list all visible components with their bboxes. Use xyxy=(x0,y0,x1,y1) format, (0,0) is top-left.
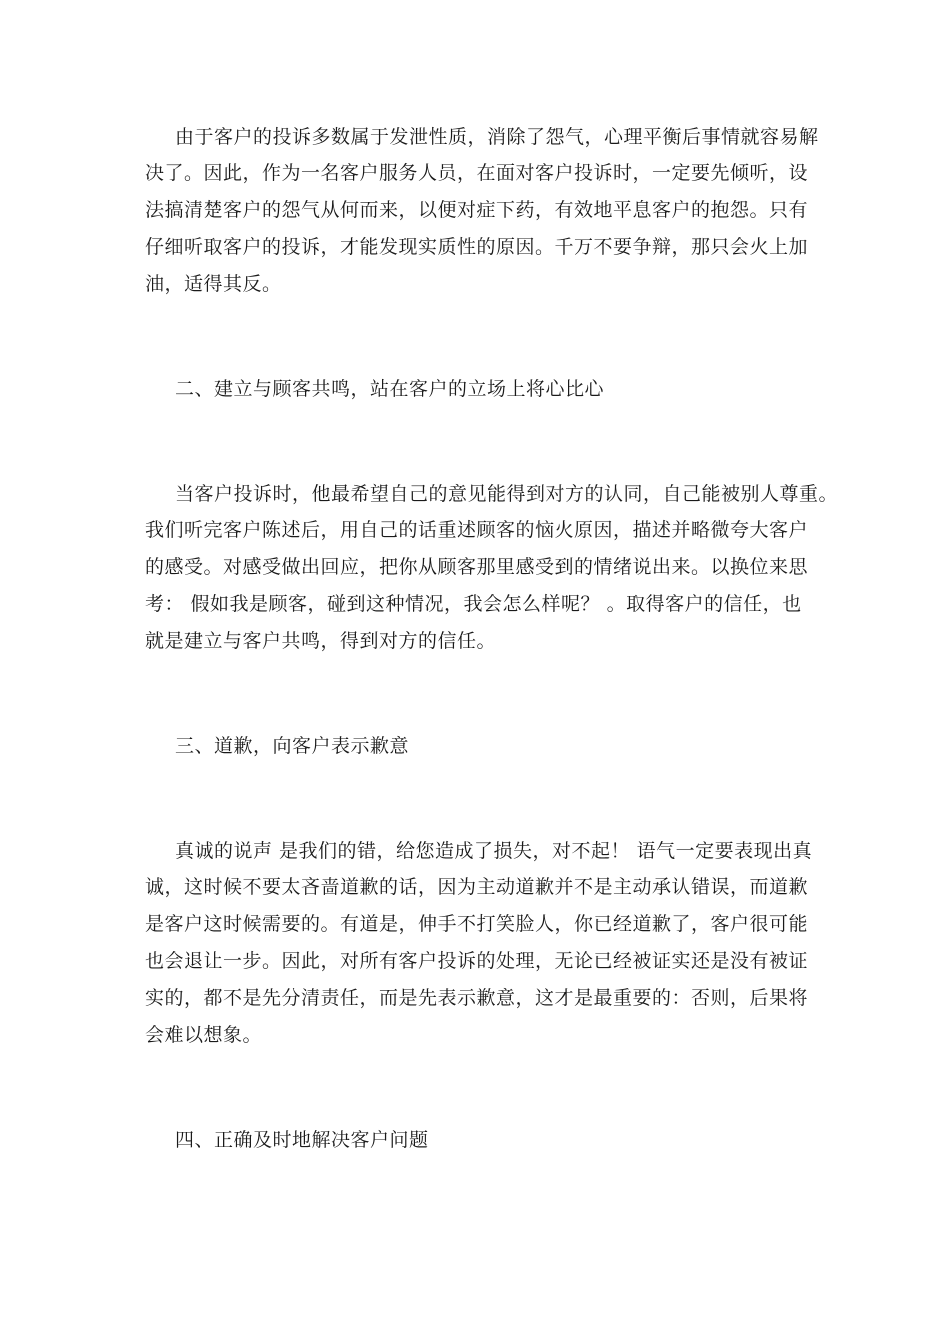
paragraph-3-line-3: 是客户这时候需要的。有道是，伸手不打笑脸人，你已经道歉了，客户很可能 xyxy=(145,913,809,935)
paragraph-1-line-5: 油，适得其反。 xyxy=(145,273,282,295)
paragraph-3-line-5: 实的，都不是先分清责任，而是先表示歉意，这才是最重要的：否则，后果将 xyxy=(145,987,809,1009)
paragraph-3-line-6: 会难以想象。 xyxy=(145,1024,263,1046)
paragraph-1-line-2: 决了。因此，作为一名客户服务人员，在面对客户投诉时，一定要先倾听，设 xyxy=(145,162,809,184)
paragraph-3-line-2: 诚，这时候不要太吝啬道歉的话，因为主动道歉并不是主动承认错误，而道歉 xyxy=(145,876,809,898)
paragraph-1-line-1: 由于客户的投诉多数属于发泄性质，消除了怨气，心理平衡后事情就容易解 xyxy=(175,126,819,148)
paragraph-1-line-4: 仔细听取客户的投诉，才能发现实质性的原因。千万不要争辩，那只会火上加 xyxy=(145,236,809,258)
section-heading-2: 二、建立与顾客共鸣，站在客户的立场上将心比心 xyxy=(175,378,605,400)
paragraph-2-line-3: 的感受。对感受做出回应，把你从顾客那里感受到的情绪说出来。以换位来思 xyxy=(145,556,809,578)
paragraph-1-line-3: 法搞清楚客户的怨气从何而来，以便对症下药，有效地平息客户的抱怨。只有 xyxy=(145,199,809,221)
paragraph-2-line-2: 我们听完客户陈述后，用自己的话重述顾客的恼火原因，描述并略微夸大客户 xyxy=(145,519,809,541)
paragraph-3-line-1: 真诚的说声 是我们的错，给您造成了损失，对不起！ 语气一定要表现出真 xyxy=(175,840,813,862)
paragraph-2-line-1: 当客户投诉时，他最希望自己的意见能得到对方的认同，自己能被别人尊重。 xyxy=(175,483,839,505)
paragraph-3-line-4: 也会退让一步。因此，对所有客户投诉的处理，无论已经被证实还是没有被证 xyxy=(145,950,809,972)
section-heading-4: 四、正确及时地解决客户问题 xyxy=(175,1129,429,1151)
section-heading-3: 三、道歉，向客户表示歉意 xyxy=(175,735,410,757)
paragraph-2-line-5: 就是建立与客户共鸣，得到对方的信任。 xyxy=(145,630,497,652)
paragraph-2-line-4: 考： 假如我是顾客，碰到这种情况，我会怎么样呢？ 。取得客户的信任，也 xyxy=(145,593,802,615)
